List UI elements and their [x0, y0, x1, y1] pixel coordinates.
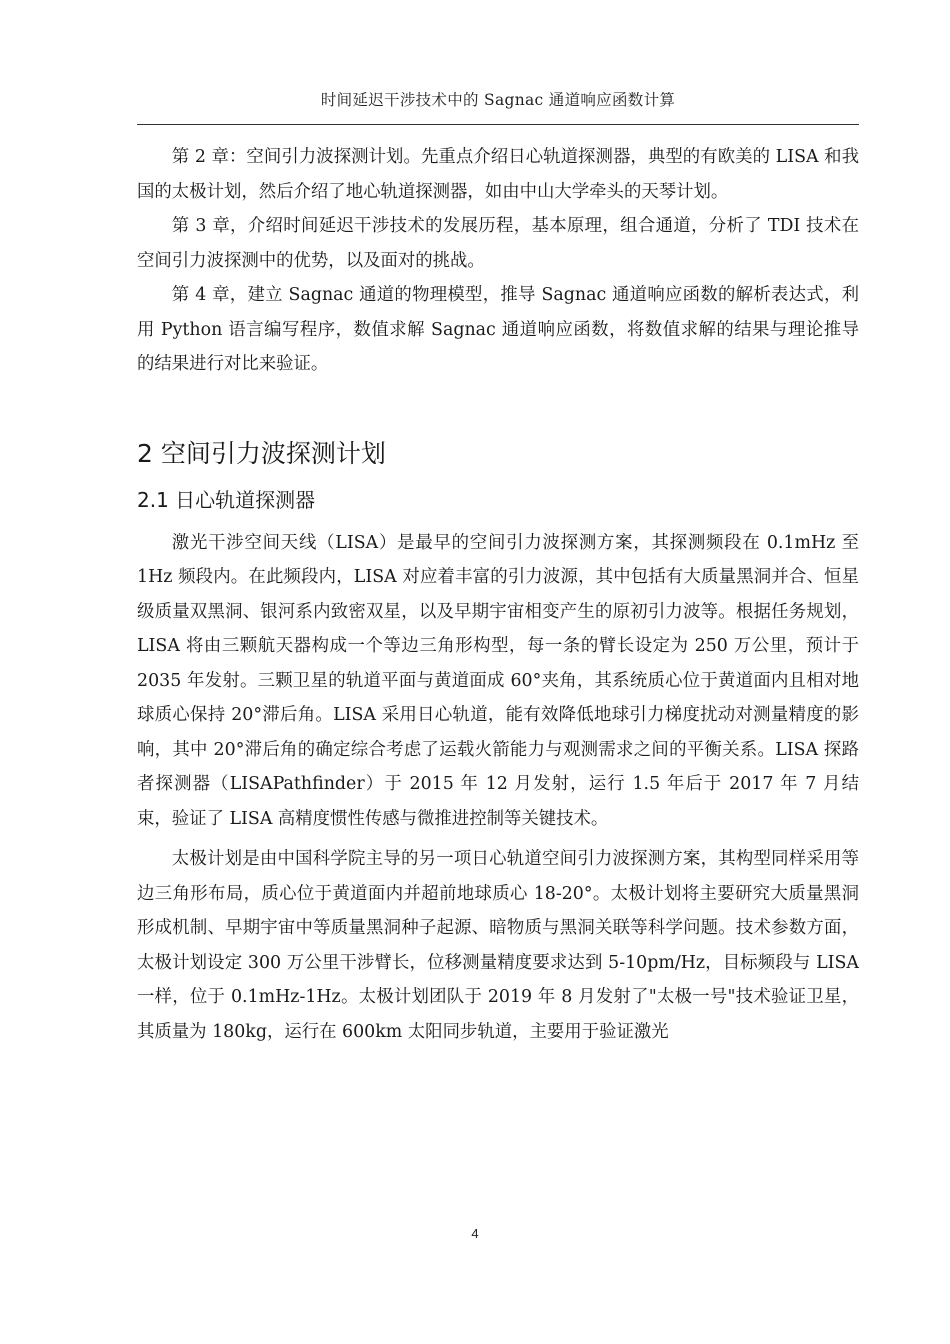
page-body	[137, 140, 859, 1049]
header-divider	[137, 124, 859, 125]
body-paragraph-lisa: 激光干涉空间天线（LISA）是最早的空间引力波探测方案，其探测频段在 0.1mHz 至 1Hz 频段内。在此频段内，LISA 对应着丰富的引力波源，其中包括有大质量黑洞并合、恒星级质量双黑洞、银河系内致密双星，以及早期宇宙相变产生的原初引力波等。根据任务规划，LISA 将由三颗航天器构成一个等边三角形构型，每一条的臂长设定为 250 万公里，预计于 2035 年发射。三颗卫星的轨道平面与黄道面成 60°夹角，其系统质心位于黄道面内且相对地球质心保持 20°滞后角。LISA 采用日心轨道，能有效降低地球引力梯度扰动对测量精度的影响，其中 20°滞后角的确定综合考虑了运载火箭能力与观测需求之间的平衡关系。LISA 探路者探测器（LISAPathfinder）于 2015 年 12 月发射，运行 1.5 年后于 2017 年 7 月结束，验证了 LISA 高精度惯性传感与微推进控制等关键技术。	[137, 532, 859, 829]
body-paragraph-taiji: 太极计划是由中国科学院主导的另一项日心轨道空间引力波探测方案，其构型同样采用等边三角形布局，质心位于黄道面内并超前地球质心 18-20°。太极计划将主要研究大质量黑洞形成机制、早期宇宙中等质量黑洞种子起源、暗物质与黑洞关联等科学问题。技术参数方面，太极计划设定 300 万公里干涉臂长，位移测量精度要求达到 5-10pm/Hz，目标频段与 LISA 一样，位于 0.1mHz-1Hz。太极计划团队于 2019 年 8 月发射了"太极一号"技术验证卫星，其质量为 180kg，运行在 600km 太阳同步轨道，主要用于验证激光	[137, 849, 859, 1042]
page-number: 4	[471, 1226, 479, 1241]
intro-paragraph-chapter-4: 第 4 章，建立 Sagnac 通道的物理模型，推导 Sagnac 通道响应函数的解析表达式，利用 Python 语言编写程序，数值求解 Sagnac 通道响应函数，将数值求解的结果与理论推导的结果进行对比来验证。	[137, 285, 859, 374]
running-header: 时间延迟干涉技术中的 Sagnac 通道响应函数计算	[320, 91, 676, 109]
intro-paragraph-chapter-2: 第 2 章：空间引力波探测计划。先重点介绍日心轨道探测器，典型的有欧美的 LISA 和我国的太极计划，然后介绍了地心轨道探测器，如由中山大学牵头的天琴计划。	[137, 147, 859, 202]
section-title: 2.1 日心轨道探测器	[137, 487, 316, 512]
intro-paragraph-chapter-3: 第 3 章，介绍时间延迟干涉技术的发展历程，基本原理，组合通道，分析了 TDI 技术在空间引力波探测中的优势，以及面对的挑战。	[137, 216, 859, 271]
chapter-title: 2 空间引力波探测计划	[137, 438, 386, 468]
